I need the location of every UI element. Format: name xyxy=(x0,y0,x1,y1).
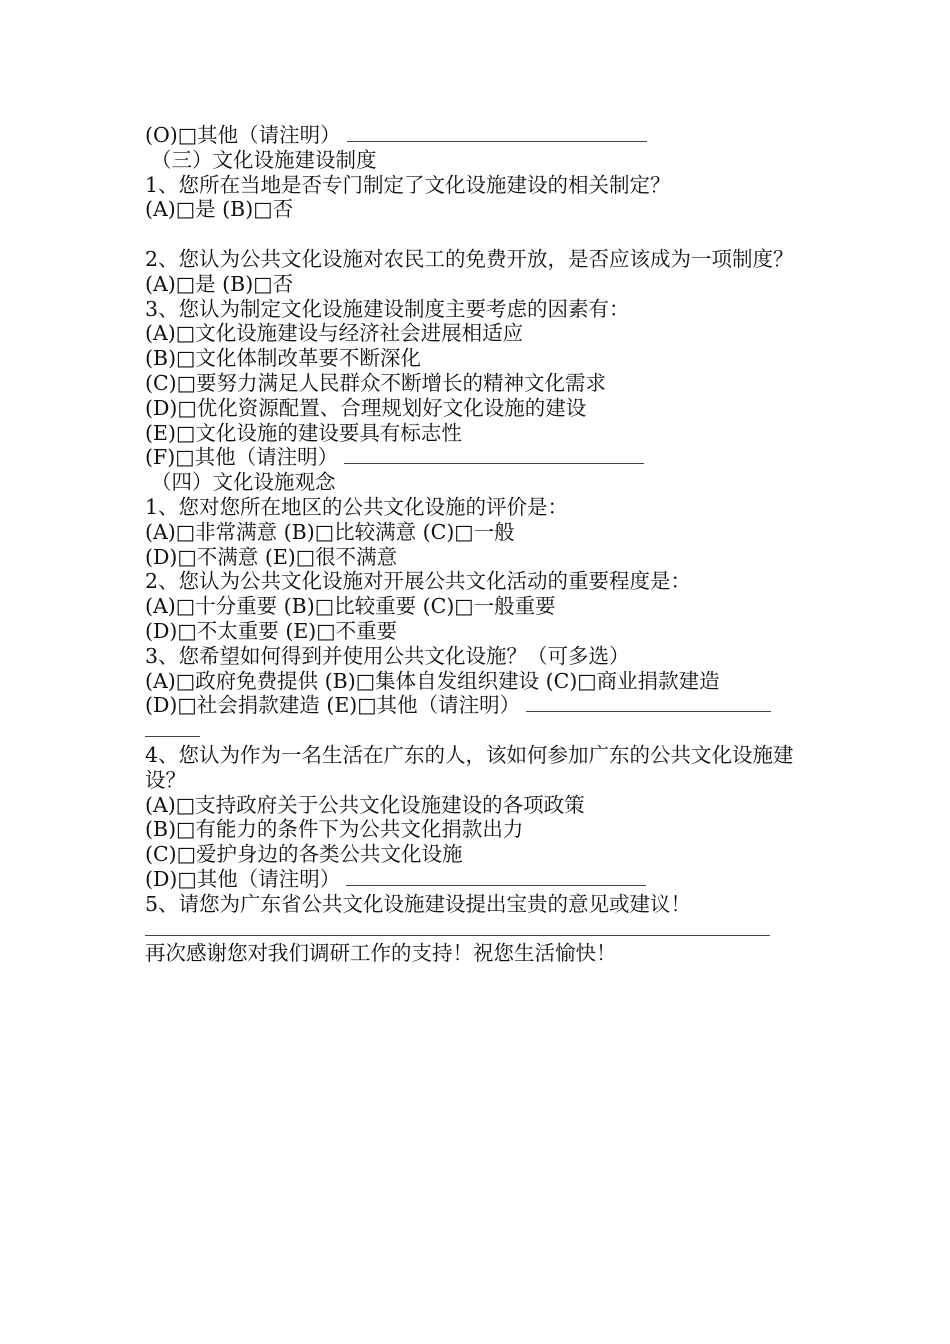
closing-thanks: 再次感谢您对我们调研工作的支持！祝您生活愉快！ xyxy=(145,941,617,966)
question-4-3-options-row1: (A)□政府免费提供 (B)□集体自发组织建设 (C)□商业捐款建造 xyxy=(145,668,720,693)
question-4-1: 1、您对您所在地区的公共文化设施的评价是： xyxy=(145,494,569,519)
question-4-3: 3、您希望如何得到并使用公共文化设施？（可多选） xyxy=(145,643,630,668)
question-3-3-option-d: (D)□优化资源配置、合理规划好文化设施的建设 xyxy=(145,395,587,420)
question-4-2: 2、您认为公共文化设施对开展公共文化活动的重要程度是： xyxy=(145,569,692,594)
question-3-2-options: (A)□是 (B)□否 xyxy=(145,271,294,296)
fill-in-blank xyxy=(145,736,200,737)
questionnaire-page xyxy=(145,123,815,966)
blank-line xyxy=(145,222,815,247)
question-3-3: 3、您认为制定文化设施建设制度主要考虑的因素有： xyxy=(145,296,630,321)
question-4-4-option-d: (D)□其他（请注明） xyxy=(145,867,815,892)
question-4-5: 5、请您为广东省公共文化设施建设提出宝贵的意见或建议！ xyxy=(145,891,692,916)
question-3-3-option-a: (A)□文化设施建设与经济社会进展相适应 xyxy=(145,321,524,346)
fill-in-blank xyxy=(347,141,647,142)
question-3-1: 1、您所在当地是否专门制定了文化设施建设的相关制定？ xyxy=(145,172,671,197)
question-4-1-options-row2: (D)□不满意 (E)□很不满意 xyxy=(145,544,398,569)
fill-in-blank-continued xyxy=(145,718,815,743)
question-4-4-option-b: (B)□有能力的条件下为公共文化捐款出力 xyxy=(145,817,524,842)
fill-in-blank xyxy=(346,885,646,886)
question-4-4: 4、您认为作为一名生活在广东的人，该如何参加广东的公共文化设施建设？ xyxy=(145,742,794,792)
question-4-3-options-row2: (D)□社会捐款建造 (E)□其他（请注明） xyxy=(145,693,815,718)
question-4-4-option-c: (C)□爱护身边的各类公共文化设施 xyxy=(145,842,463,867)
question-3-3-option-e: (E)□文化设施的建设要具有标志性 xyxy=(145,420,462,445)
fill-in-blank xyxy=(344,463,644,464)
suggestion-blank-line xyxy=(145,917,815,942)
question-3-3-option-f: (F)□其他（请注明） xyxy=(145,445,815,470)
question-4-2-options-row1: (A)□十分重要 (B)□比较重要 (C)□一般重要 xyxy=(145,594,556,619)
fill-in-blank xyxy=(145,935,770,936)
question-3-2: 2、您认为公共文化设施对农民工的免费开放，是否应该成为一项制度？ xyxy=(145,246,794,271)
question-3-3-option-c: (C)□要努力满足人民群众不断增长的精神文化需求 xyxy=(145,370,607,395)
section-heading-4: （四）文化设施观念 xyxy=(151,470,336,495)
question-3-1-options: (A)□是 (B)□否 xyxy=(145,197,294,222)
question-4-4-option-a: (A)□支持政府关于公共文化设施建设的各项政策 xyxy=(145,792,585,817)
question-4-1-options-row1: (A)□非常满意 (B)□比较满意 (C)□一般 xyxy=(145,519,515,544)
fill-in-blank xyxy=(526,711,771,712)
question-4-2-options-row2: (D)□不太重要 (E)□不重要 xyxy=(145,618,398,643)
question-3-3-option-b: (B)□文化体制改革要不断深化 xyxy=(145,346,421,371)
section-heading-3: （三）文化设施建设制度 xyxy=(151,147,377,172)
option-o-other: (O)□其他（请注明） xyxy=(145,123,815,148)
